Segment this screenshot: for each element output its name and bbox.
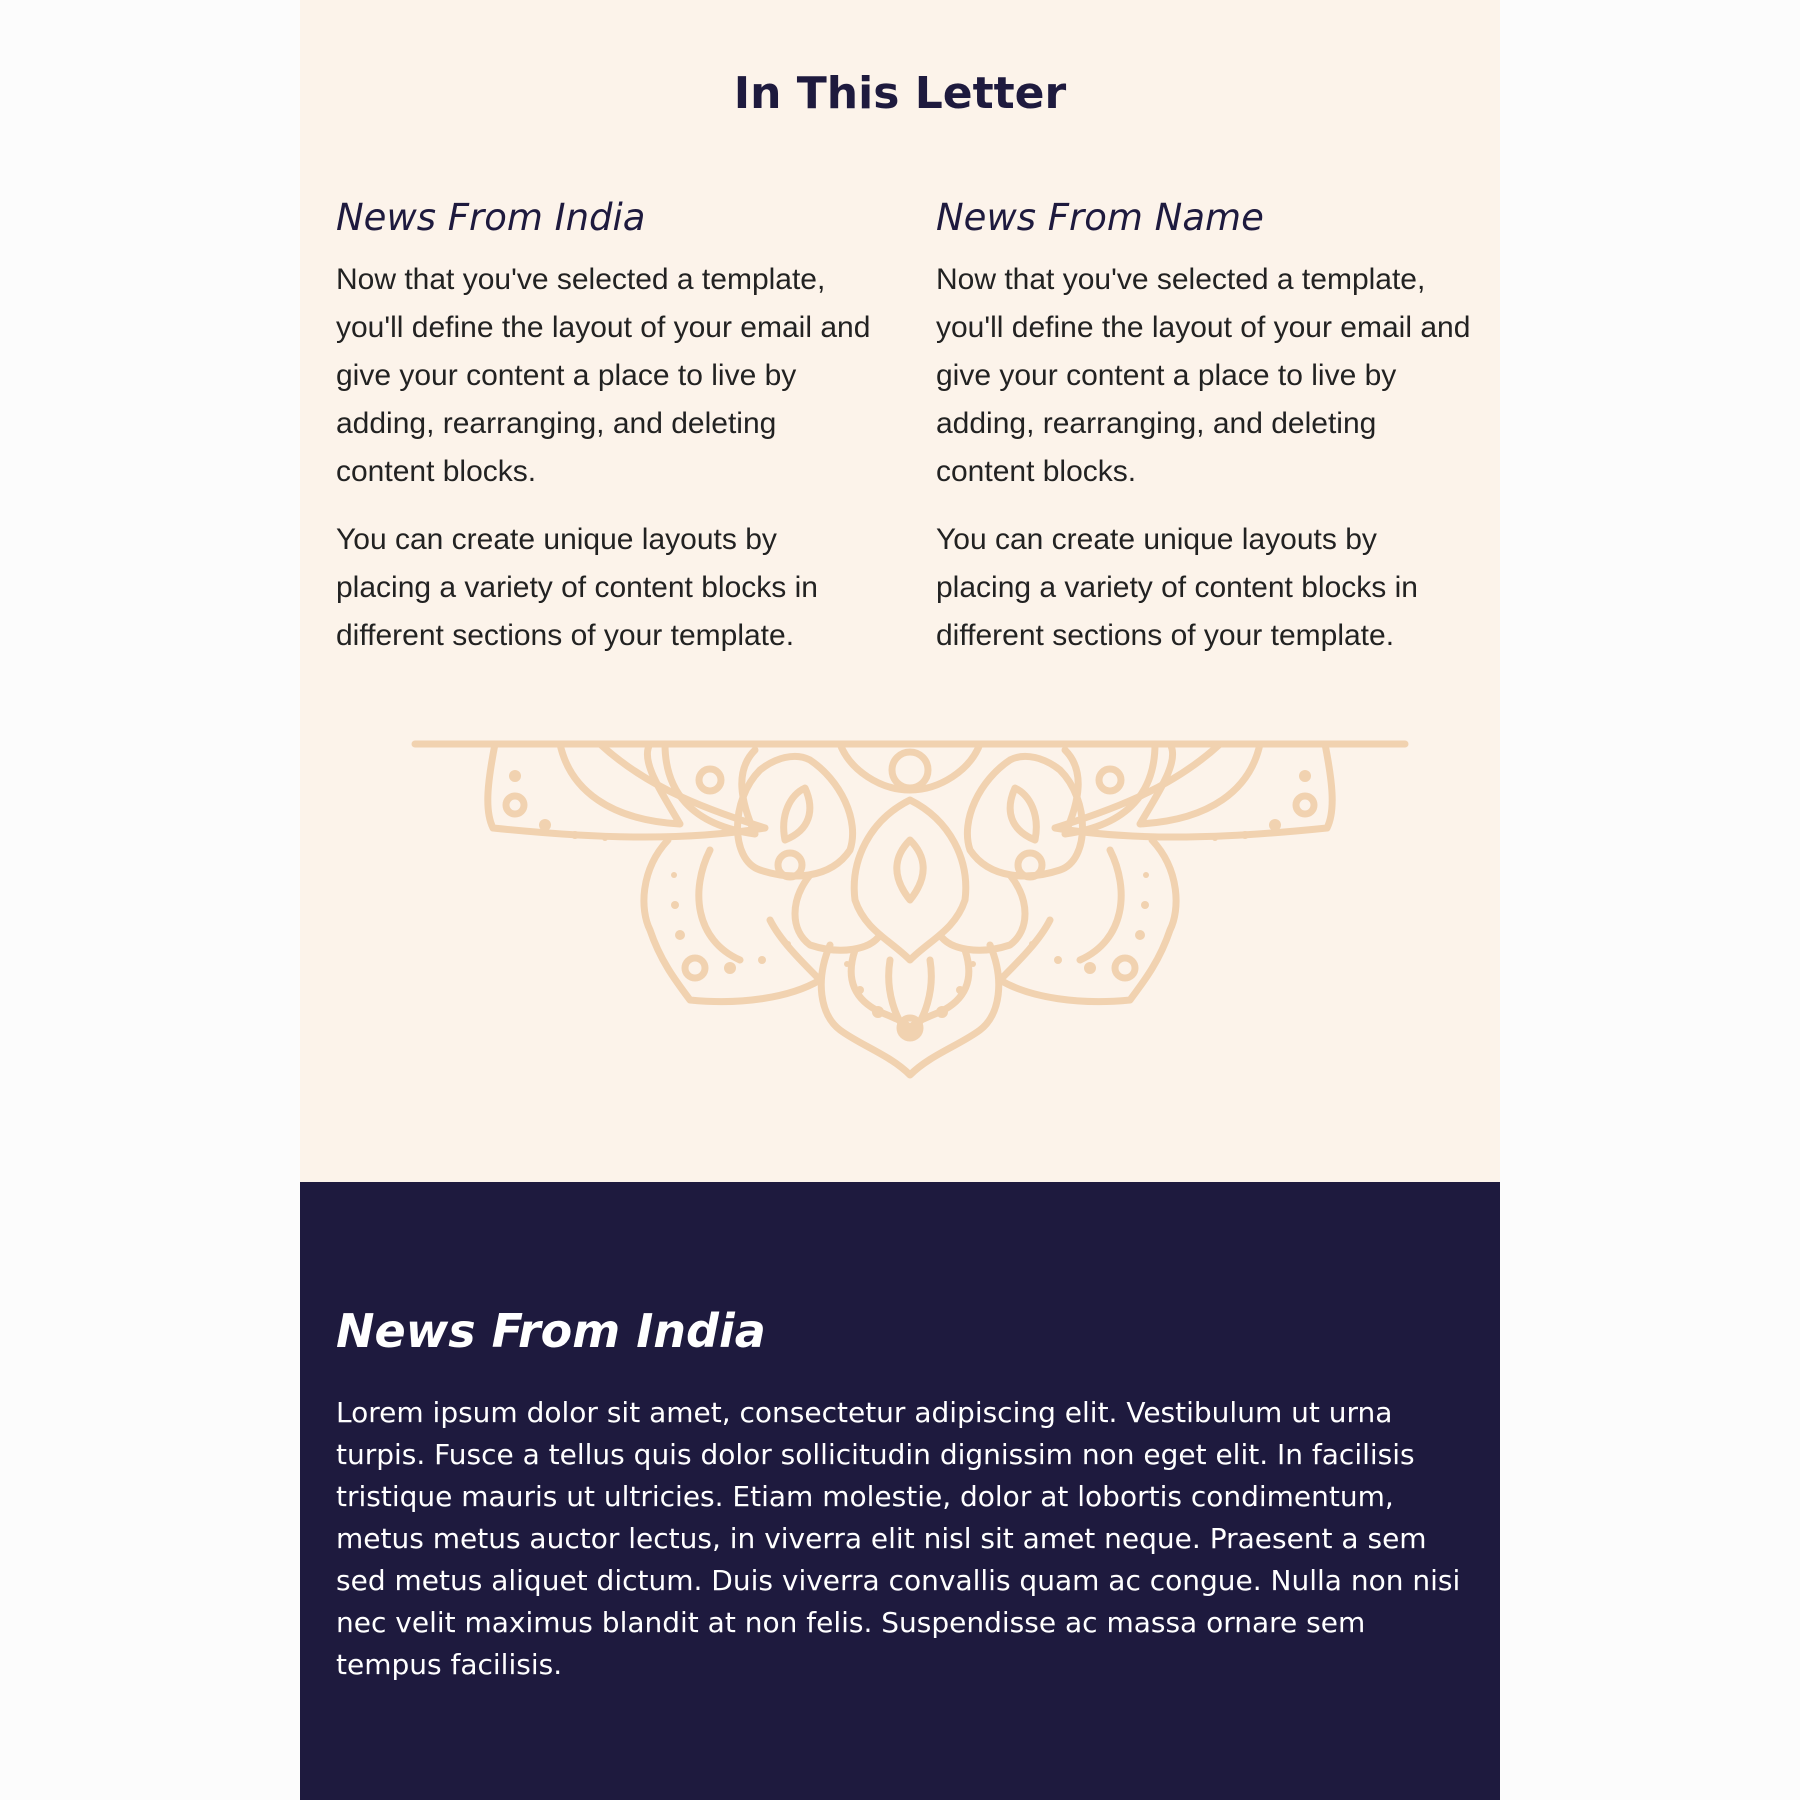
column-paragraph: Now that you've selected a template, you'll define the layout of your email and give your content a place to live by adding, rearranging, and deleting content blocks.	[336, 263, 871, 488]
news-column-left	[336, 194, 876, 680]
mandala-icon	[410, 730, 1410, 1080]
column-paragraph: You can create unique layouts by placing a variety of content blocks in different sections of your template.	[336, 523, 818, 652]
news-column-right	[936, 194, 1476, 680]
column-heading: News From Name	[936, 196, 1264, 239]
feature-body: Lorem ipsum dolor sit amet, consectetur adipiscing elit. Vestibulum ut urna turpis. Fusce a tellus quis dolor sollicitudin dignissim non eget elit. In facilisis tristique mauris ut ultricies. Etiam molestie, dolor at lobortis condimentum, metus metus auctor lectus, in viverra elit nisl sit amet neque. Praesent a sem sed metus aliquet dictum. Duis viverra convallis quam ac congue. Nulla non nisi nec velit maximus blandit at non felis. Suspendisse ac massa ornare sem tempus facilisis.	[336, 1396, 1461, 1681]
feature-section	[300, 1182, 1500, 1800]
email-container	[300, 0, 1500, 1800]
section-title: In This Letter	[733, 68, 1067, 119]
column-paragraph: Now that you've selected a template, you'll define the layout of your email and give your content a place to live by adding, rearranging, and deleting content blocks.	[936, 263, 1471, 488]
feature-heading: News From India	[336, 1304, 766, 1358]
column-heading: News From India	[336, 196, 646, 239]
in-this-letter-section	[300, 0, 1500, 1182]
column-paragraph: You can create unique layouts by placing a variety of content blocks in different sections of your template.	[936, 523, 1418, 652]
